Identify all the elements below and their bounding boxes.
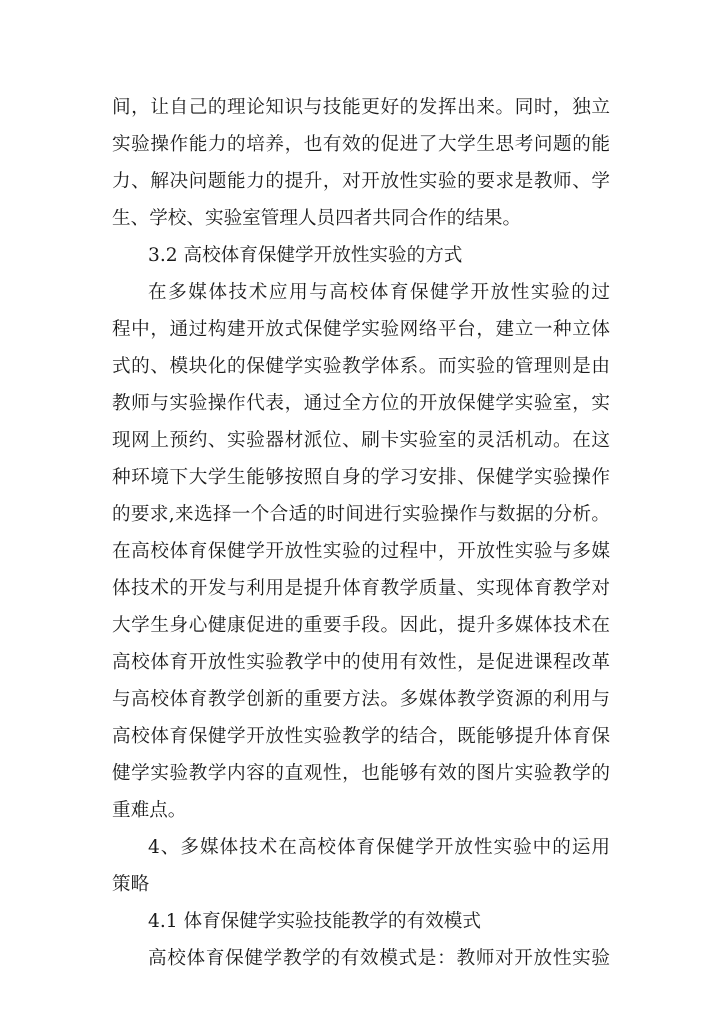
- section-heading-4-cont: 策略: [112, 874, 150, 895]
- text-line: 在多媒体技术应用与高校体育保健学开放性实验的过: [148, 282, 610, 303]
- text-line: 大学生身心健康促进的重要手段。因此，提升多媒体技术在: [112, 615, 610, 636]
- text-line: 健学实验教学内容的直观性，也能够有效的图片实验教学的: [112, 763, 610, 784]
- text-line: 重难点。: [112, 800, 187, 821]
- text-line: 实验操作能力的培养，也有效的促进了大学生思考问题的能: [112, 134, 610, 155]
- text-line: 的要求,来选择一个合适的时间进行实验操作与数据的分析。: [112, 504, 610, 525]
- text-line: 程中，通过构建开放式保健学实验网络平台，建立一种立体: [112, 319, 610, 340]
- text-line: 力、解决问题能力的提升，对开放性实验的要求是教师、学: [112, 171, 610, 192]
- text-line: 式的、模块化的保健学实验教学体系。而实验的管理则是由: [112, 356, 610, 377]
- text-line: 高校体育保健学教学的有效模式是：教师对开放性实验: [148, 948, 610, 969]
- text-line: 生、学校、实验室管理人员四者共同合作的结果。: [112, 208, 522, 229]
- section-heading-4-1: 4.1 体育保健学实验技能教学的有效模式: [148, 911, 481, 932]
- text-line: 现网上预约、实验器材派位、刷卡实验室的灵活机动。在这: [112, 430, 610, 451]
- text-line: 与高校体育教学创新的重要方法。多媒体教学资源的利用与: [112, 689, 610, 710]
- text-line: 种环境下大学生能够按照自身的学习安排、保健学实验操作: [112, 467, 610, 488]
- text-line: 高校体育开放性实验教学中的使用有效性，是促进课程改革: [112, 652, 610, 673]
- text-line: 教师与实验操作代表，通过全方位的开放保健学实验室，实: [112, 393, 610, 414]
- text-line: 间，让自己的理论知识与技能更好的发挥出来。同时，独立: [112, 97, 610, 118]
- section-heading-4: 4、多媒体技术在高校体育保健学开放性实验中的运用: [148, 837, 610, 858]
- text-line: 体技术的开发与利用是提升体育教学质量、实现体育教学对: [112, 578, 610, 599]
- text-line: 在高校体育保健学开放性实验的过程中，开放性实验与多媒: [112, 541, 610, 562]
- section-heading-3-2: 3.2 高校体育保健学开放性实验的方式: [148, 245, 463, 266]
- text-line: 高校体育保健学开放性实验教学的结合，既能够提升体育保: [112, 726, 610, 747]
